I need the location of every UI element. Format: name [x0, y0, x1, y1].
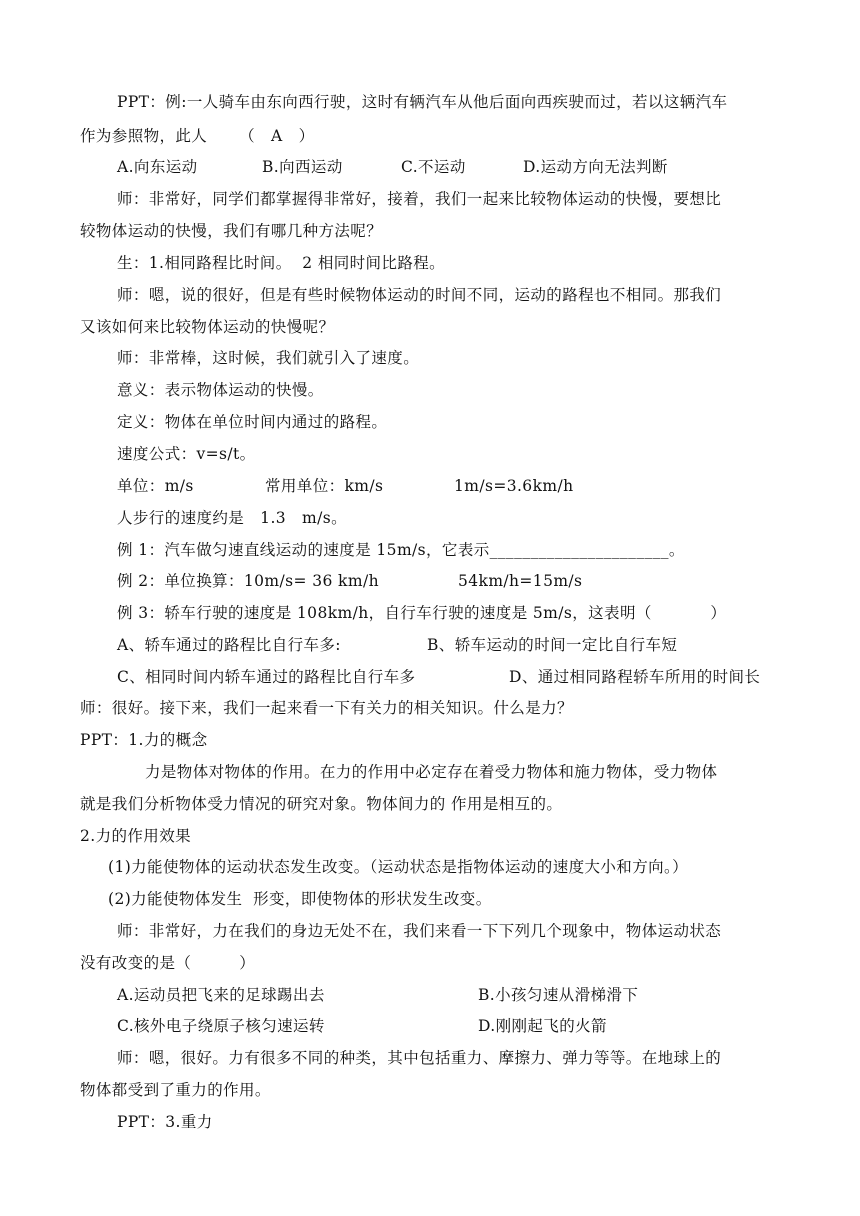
option-a: A.向东运动 — [117, 158, 198, 176]
text-line: 意义：表示物体运动的快慢。 — [117, 381, 324, 399]
option-b: B.小孩匀速从滑梯滑下 — [478, 986, 639, 1004]
text-line: 例 1：汽车做匀速直线运动的速度是 15m/s，它表示______________________。 — [117, 541, 685, 559]
text-line: 较物体运动的快慢，我们有哪几种方法呢？ — [80, 222, 383, 240]
common-unit-label: 常用单位：km/s — [265, 477, 384, 495]
text-line: PPT：例:一人骑车由东向西行驶，这时有辆汽车从他后面向西疾驶而过，若以这辆汽车 — [117, 93, 728, 111]
example-2-conversion: 54km/h=15m/s — [458, 572, 583, 590]
text-line: 作为参照物，此人 （ A ） — [80, 127, 315, 145]
section-heading: PPT：3.重力 — [117, 1113, 213, 1131]
option-a: A、轿车通过的路程比自行车多: — [117, 636, 341, 654]
text-line: 例 3：轿车行驶的速度是 108km/h，自行车行驶的速度是 5m/s，这表明（ ） — [117, 604, 727, 622]
text-line: 速度公式：v=s/t。 — [117, 445, 256, 463]
text-line: 师：非常好，力在我们的身边无处不在，我们来看一下下列几个现象中，物体运动状态 — [117, 922, 722, 940]
text-line: 师：嗯，说的很好，但是有些时候物体运动的时间不同，运动的路程也不相同。那我们 — [117, 286, 722, 304]
option-b: B、轿车运动的时间一定比自行车短 — [427, 636, 678, 654]
text-line: 物体都受到了重力的作用。 — [80, 1081, 271, 1099]
text-line: 师：很好。接下来，我们一起来看一下有关力的相关知识。什么是力？ — [80, 699, 573, 717]
option-c: C.核外电子绕原子核匀速运转 — [117, 1017, 325, 1035]
option-c: C、相同时间内轿车通过的路程比自行车多 — [117, 668, 416, 686]
text-line: 师：非常棒，这时候，我们就引入了速度。 — [117, 349, 420, 367]
text-line: 师：非常好，同学们都掌握得非常好，接着，我们一起来比较物体运动的快慢，要想比 — [117, 190, 722, 208]
option-a: A.运动员把飞来的足球踢出去 — [117, 986, 325, 1004]
text-line: 定义：物体在单位时间内通过的路程。 — [117, 413, 388, 431]
option-d: D、通过相同路程轿车所用的时间长 — [509, 668, 761, 686]
text-line: 没有改变的是（ ） — [80, 954, 256, 972]
option-b: B.向西运动 — [262, 158, 343, 176]
unit-conversion: 1m/s=3.6km/h — [454, 477, 574, 495]
text-line: 力是物体对物体的作用。在力的作用中必定存在着受力物体和施力物体，受力物体 — [145, 763, 718, 781]
text-line: 生：1.相同路程比时间。 2 相同时间比路程。 — [117, 254, 446, 272]
text-line: 又该如何来比较物体运动的快慢呢？ — [80, 318, 335, 336]
text-line: (1)力能使物体的运动状态发生改变。（运动状态是指物体运动的速度大小和方向。） — [108, 858, 689, 876]
example-2: 例 2：单位换算：10m/s= 36 km/h — [117, 572, 379, 590]
text-line: (2)力能使物体发生 形变，即使物体的形状发生改变。 — [108, 890, 492, 908]
option-d: D.刚刚起飞的火箭 — [478, 1017, 607, 1035]
section-heading: PPT：1.力的概念 — [80, 731, 208, 749]
text-line: 人步行的速度约是 1.3 m/s。 — [117, 509, 347, 527]
option-d: D.运动方向无法判断 — [523, 158, 668, 176]
text-line: 师：嗯，很好。力有很多不同的种类，其中包括重力、摩擦力、弹力等等。在地球上的 — [117, 1049, 722, 1067]
unit-label: 单位：m/s — [117, 477, 194, 495]
section-heading: 2.力的作用效果 — [80, 827, 191, 845]
option-c: C.不运动 — [401, 158, 466, 176]
text-line: 就是我们分析物体受力情况的研究对象。物体间力的 作用是相互的。 — [80, 795, 563, 813]
